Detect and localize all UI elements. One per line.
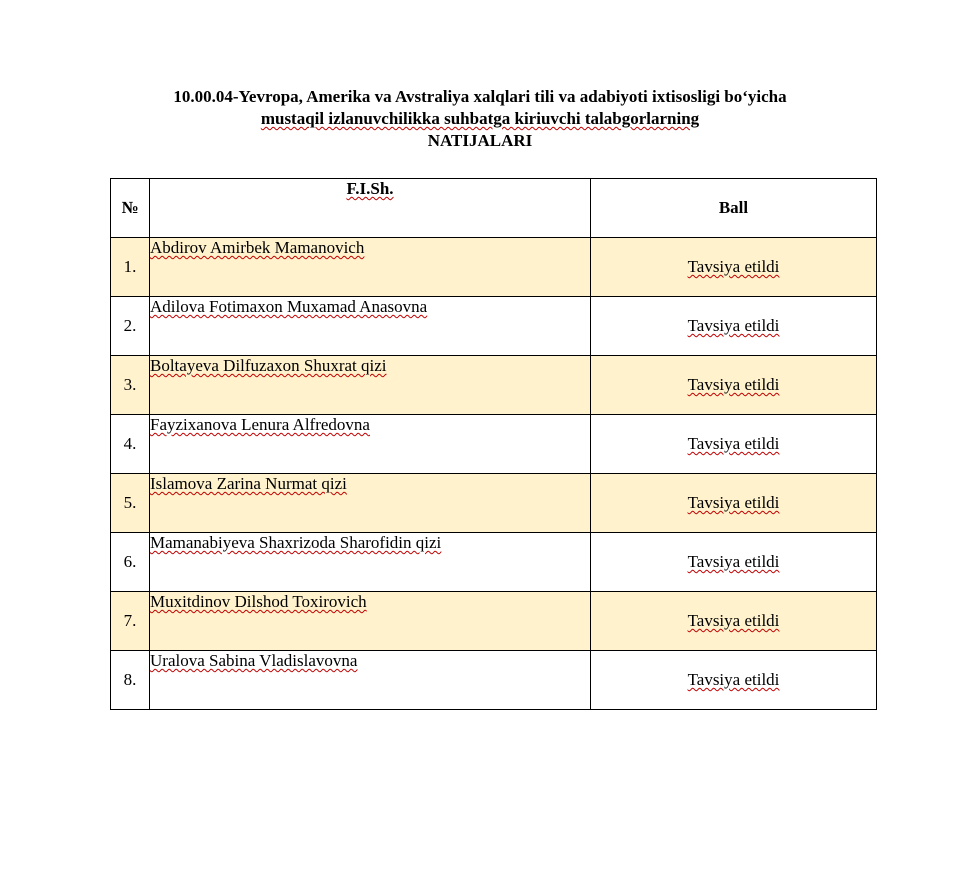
table-row: [111, 297, 877, 356]
row-name: Adilova Fotimaxon Muxamad Anasovna: [150, 297, 428, 316]
row-ball: Tavsiya etildi: [687, 257, 780, 276]
row-number: 3.: [111, 356, 150, 415]
header-number: №: [111, 179, 150, 238]
row-name: Mamanabiyeva Shaxrizoda Sharofidin qizi: [150, 533, 442, 552]
row-ball: Tavsiya etildi: [687, 611, 780, 630]
row-ball: Tavsiya etildi: [687, 434, 780, 453]
heading-line-3: NATIJALARI: [427, 131, 533, 150]
row-number: 7.: [111, 592, 150, 651]
row-name: Islamova Zarina Nurmat qizi: [150, 474, 347, 493]
table-row: [111, 474, 877, 533]
row-name: Fayzixanova Lenura Alfredovna: [150, 415, 370, 434]
row-name: Muxitdinov Dilshod Toxirovich: [150, 592, 367, 611]
row-ball: Tavsiya etildi: [687, 316, 780, 335]
header-ball: Ball: [591, 179, 877, 238]
row-ball: Tavsiya etildi: [687, 552, 780, 571]
table-row: [111, 238, 877, 297]
table-row: [111, 592, 877, 651]
row-number: 4.: [111, 415, 150, 474]
row-number: 6.: [111, 533, 150, 592]
header-name: F.I.Sh.: [346, 179, 394, 198]
table-header-row: [111, 179, 877, 238]
row-name: Uralova Sabina Vladislavovna: [150, 651, 358, 670]
row-name: Abdirov Amirbek Mamanovich: [150, 238, 365, 257]
heading-line-1: 10.00.04-Yevropa, Amerika va Avstraliya xalqlari tili va adabiyoti ixtisosligi bo‘yicha: [173, 87, 787, 106]
row-number: 8.: [111, 651, 150, 710]
table-row: [111, 651, 877, 710]
row-number: 1.: [111, 238, 150, 297]
table-row: [111, 533, 877, 592]
results-table: [110, 178, 877, 710]
row-name: Boltayeva Dilfuzaxon Shuxrat qizi: [150, 356, 387, 375]
table-row: [111, 415, 877, 474]
row-number: 5.: [111, 474, 150, 533]
row-number: 2.: [111, 297, 150, 356]
document-heading: [0, 86, 960, 152]
row-ball: Tavsiya etildi: [687, 375, 780, 394]
row-ball: Tavsiya etildi: [687, 670, 780, 689]
table-row: [111, 356, 877, 415]
heading-line-2: mustaqil izlanuvchilikka suhbatga kiriuvchi talabgorlarning: [260, 109, 700, 128]
row-ball: Tavsiya etildi: [687, 493, 780, 512]
